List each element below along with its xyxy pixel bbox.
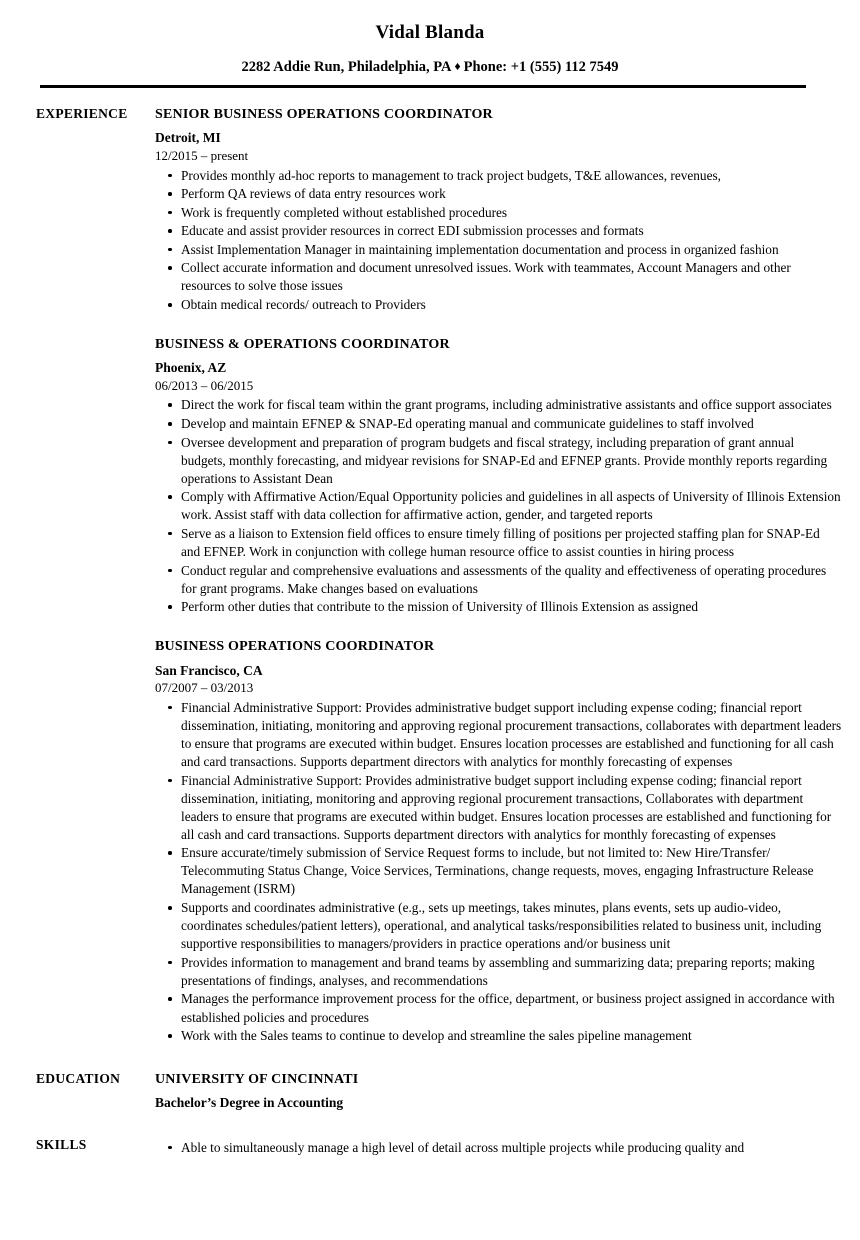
job-bullet: Manages the performance improvement process for the office, department, or business project assigned in accordance with established policies and procedures	[155, 990, 842, 1026]
job-bullet: Ensure accurate/timely submission of Service Request forms to include, but not limited to: New Hire/Transfer/ Telecommuting Status Change, Voice Services, Terminations, change requests, moves, engaging Infrastructure Release Management (ISRM)	[155, 844, 842, 898]
job-bullet: Financial Administrative Support: Provides administrative budget support including expense coding; financial report dissemination, initiating, monitoring and approving regional procurement transactions, collaborates with department leaders to ensure that programs are executed within budget. Ensures location processes are established and functioning for all cash and card transactions. Supports department directors with analytics for monthly forecasting of expenses	[155, 699, 842, 771]
job-bullet: Direct the work for fiscal team within the grant programs, including administrative assistants and office support associates	[155, 396, 842, 414]
job-bullet: Educate and assist provider resources in correct EDI submission processes and formats	[155, 222, 842, 240]
job-bullet: Provides monthly ad-hoc reports to management to track project budgets, T&E allowances, revenues,	[155, 167, 842, 185]
job-bullet: Assist Implementation Manager in maintaining implementation documentation and process in organized fashion	[155, 241, 842, 259]
job-title: BUSINESS & OPERATIONS COORDINATOR	[155, 337, 450, 353]
job-entry	[155, 336, 842, 616]
job-bullet: Work with the Sales teams to continue to develop and streamline the sales pipeline management	[155, 1027, 842, 1045]
job-title: SENIOR BUSINESS OPERATIONS COORDINATOR	[155, 107, 493, 123]
job-location: Detroit, MI	[155, 130, 221, 146]
job-bullet: Work is frequently completed without established procedures	[155, 204, 842, 222]
job-bullet: Oversee development and preparation of program budgets and fiscal strategy, including preparation of grant annual budgets, monthly forecasting, and midyear revisions for SNAP-Ed and EFNEP grants. Provide monthly reports regarding operations to Assistant Dean	[155, 434, 842, 488]
job-bullet-list	[155, 699, 842, 1045]
skills-bullet-list	[155, 1139, 842, 1157]
job-bullet: Serve as a liaison to Extension field offices to ensure timely filling of positions per projected staffing plan for SNAP-Ed and EFNEP. Work in conjunction with college human resource office to assist counties in hiring process	[155, 525, 842, 561]
section-label-skills: SKILLS	[36, 1136, 87, 1152]
header-divider	[40, 85, 806, 88]
resume-header	[0, 0, 860, 88]
contact-phone: Phone: +1 (555) 112 7549	[463, 58, 619, 75]
contact-address: 2282 Addie Run, Philadelphia, PA	[241, 58, 452, 75]
job-bullet: Provides information to management and brand teams by assembling and summarizing data; preparing reports; making presentations of findings, analyses, and recommendations	[155, 954, 842, 990]
job-dates: 12/2015 – present	[155, 148, 249, 164]
education-body	[155, 1071, 860, 1112]
experience-body	[155, 106, 860, 1045]
job-title: BUSINESS OPERATIONS COORDINATOR	[155, 639, 435, 655]
contact-line	[0, 59, 860, 76]
job-bullet: Comply with Affirmative Action/Equal Opportunity policies and guidelines in all aspects of University of Illinois Extension work. Assist staff with data collection for affirmative action, gender, and targeted reports	[155, 488, 842, 524]
job-entry	[155, 638, 842, 1045]
education-degree: Bachelor’s Degree in Accounting	[155, 1095, 344, 1111]
job-bullet: Perform QA reviews of data entry resources work	[155, 185, 842, 203]
job-bullet-list	[155, 396, 842, 616]
job-bullet: Perform other duties that contribute to the mission of University of Illinois Extension as assigned	[155, 598, 842, 616]
job-bullet: Collect accurate information and document unresolved issues. Work with teammates, Account Managers and other resources to solve those issues	[155, 259, 842, 295]
job-entry	[155, 106, 842, 314]
job-bullet-list	[155, 167, 842, 315]
diamond-separator-icon: ♦	[454, 58, 461, 73]
page-title: Vidal Blanda	[375, 22, 485, 43]
job-dates: 06/2013 – 06/2015	[155, 378, 254, 394]
experience-section	[0, 106, 860, 1045]
section-label-experience: EXPERIENCE	[36, 106, 128, 122]
job-bullet: Conduct regular and comprehensive evaluations and assessments of the quality and effectiveness of operating procedures for grant programs. Make changes based on evaluations	[155, 562, 842, 598]
education-school: UNIVERSITY OF CINCINNATI	[155, 1072, 359, 1088]
job-dates: 07/2007 – 03/2013	[155, 680, 254, 696]
education-section	[0, 1071, 860, 1112]
job-bullet: Develop and maintain EFNEP & SNAP-Ed operating manual and communicate guidelines to staff involved	[155, 415, 842, 433]
job-bullet: Financial Administrative Support: Provides administrative budget support including expense coding; financial report dissemination, initiating, monitoring and approving regional procurement transactions, Collaborates with department leaders to ensure that programs are executed within budget. Ensures location processes are established and functioning for all cash and card transactions. Supports department directors with analytics for monthly forecasting of expenses	[155, 772, 842, 844]
job-location: Phoenix, AZ	[155, 360, 227, 376]
job-location: San Francisco, CA	[155, 662, 263, 678]
job-bullet: Obtain medical records/ outreach to Providers	[155, 296, 842, 314]
job-bullet: Supports and coordinates administrative (e.g., sets up meetings, takes minutes, plans events, sets up audio-video, coordinates schedules/patient letters), operational, and analytical tasks/responsibilities related to business unit, including supportive responsibilities to managers/providers in practice operations and/or business unit	[155, 899, 842, 953]
section-label-education: EDUCATION	[36, 1071, 121, 1087]
skills-bullet: Able to simultaneously manage a high level of detail across multiple projects while producing quality and	[155, 1139, 842, 1157]
skills-body	[155, 1137, 860, 1157]
skills-section	[0, 1137, 860, 1157]
